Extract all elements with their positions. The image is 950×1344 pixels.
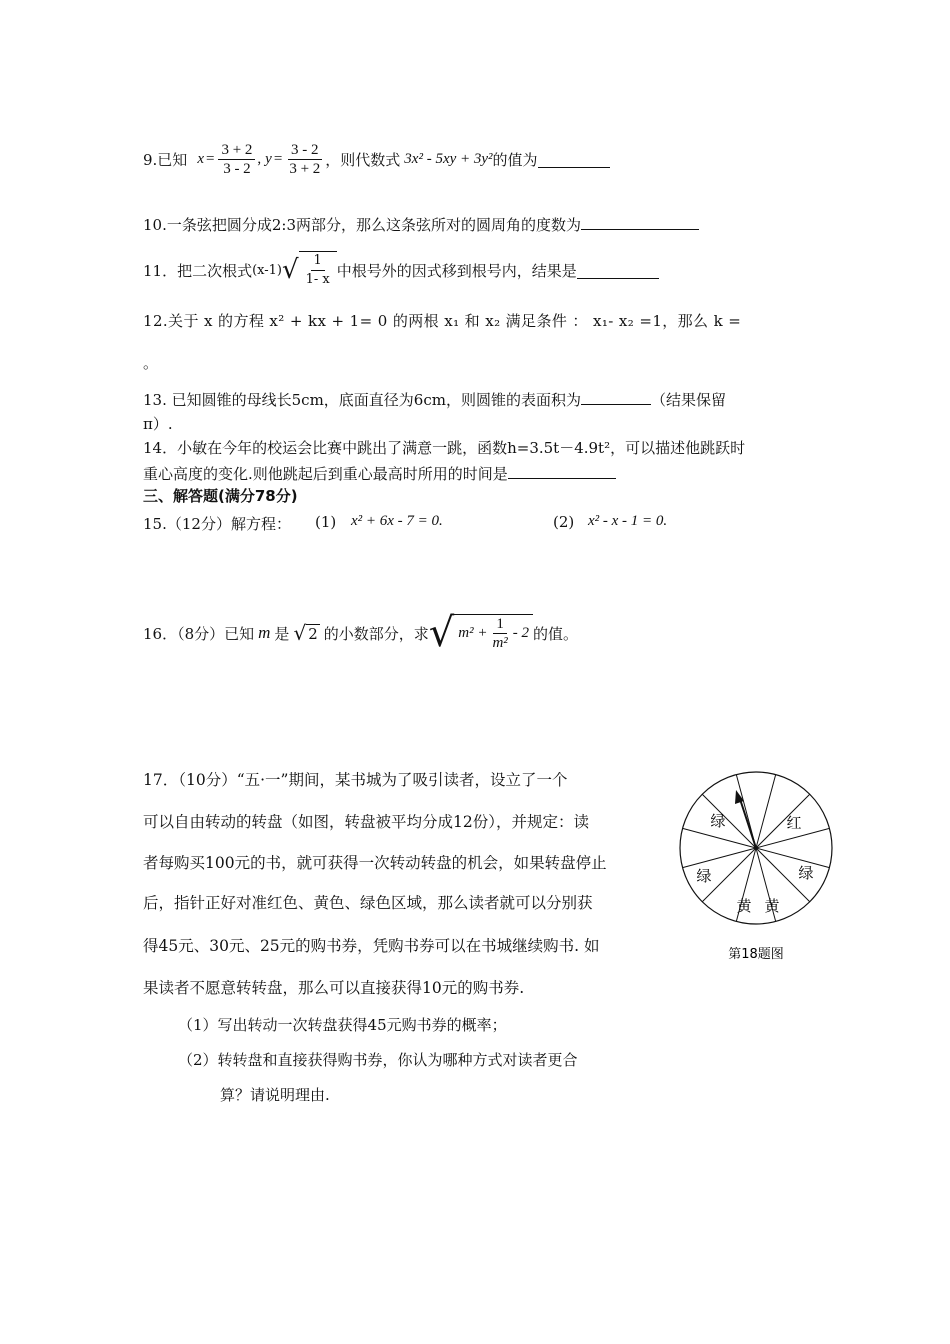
radicand [299, 251, 337, 289]
q17-sub-2-cont-text: 算？请说明理由. [220, 1086, 330, 1104]
q12-line2: 。 [143, 354, 159, 372]
q9-expression: 3x² - 5xy + 3y² [404, 150, 493, 167]
fraction [489, 615, 510, 652]
fraction-numerator: 1 [311, 252, 325, 271]
q11-prefix: 11．把二次根式 [143, 261, 253, 280]
sector-label: 绿 [696, 867, 712, 885]
fraction-numerator: 3 + 2 [218, 141, 255, 160]
question-13-line2 [143, 413, 173, 434]
q16-expr-b: - 2 [512, 625, 530, 641]
question-14-line2 [143, 462, 616, 484]
var-x: x [197, 150, 204, 167]
radical-sign: √ [428, 610, 455, 656]
q15-part2-label: (2) [553, 513, 575, 531]
q17-line-text: 可以自由转动的转盘（如图，转盘被平均分成12份），并规定：读 [143, 813, 589, 831]
sector-label: 红 [786, 814, 802, 832]
q17-line [143, 851, 607, 873]
section-title [143, 485, 298, 506]
answer-blank [581, 388, 651, 405]
q17-sub-1 [178, 1014, 507, 1035]
q17-sub-1-text: （1）写出转动一次转盘获得45元购书券的概率； [178, 1016, 507, 1034]
q17-sub-2 [178, 1049, 578, 1070]
spinner-wheel [680, 772, 832, 924]
q9-mid: ，则代数式 [325, 150, 401, 169]
question-11 [143, 248, 659, 292]
spinner-figure [670, 766, 842, 966]
q15-part1-label: (1) [315, 513, 337, 531]
q14-line2: 重心高度的变化.则他跳起后到重心最高时所用的时间是 [143, 465, 508, 483]
q10-text: 10.一条弦把圆分成2:3两部分，那么这条弦所对的圆周角的度数为 [143, 216, 581, 234]
section-3-title: 三、解答题(满分78分) [143, 487, 298, 505]
q17-line-text: 17．（10分）“五·一”期间，某书城为了吸引读者，设立了一个 [143, 771, 568, 789]
comma: , [257, 150, 262, 167]
sector-label: 绿 [710, 812, 726, 830]
question-15 [143, 513, 703, 539]
q17-line [143, 768, 567, 790]
q17-line-text: 果读者不愿意转转盘，那么可以直接获得10元的购书券. [143, 979, 525, 997]
sector-label: 绿 [798, 864, 814, 882]
var-m: m [258, 623, 271, 642]
fraction-denominator: 3 + 2 [289, 160, 321, 177]
figure-caption: 第18题图 [728, 947, 784, 962]
question-16 [143, 604, 578, 662]
sector-divider [683, 828, 756, 848]
sqrt-2: 2 [308, 624, 318, 643]
q17-line-text: 得45元、30元、25元的购书券，凭购书券可以在书城继续购书. 如 [143, 937, 600, 955]
q16-suffix: 的值。 [533, 624, 579, 643]
sector-divider [756, 794, 810, 848]
q13-line1b: （结果保留 [650, 391, 726, 409]
radicand [454, 614, 533, 652]
q13-line2: π）. [143, 415, 173, 433]
answer-blank [581, 213, 699, 230]
sector-divider [756, 848, 829, 868]
question-14-line1 [143, 437, 745, 458]
sector-label: 黄 [736, 897, 752, 915]
q17-line-text: 者每购买100元的书，就可获得一次转动转盘的机会，如果转盘停止 [143, 854, 607, 872]
answer-blank [508, 462, 616, 479]
q17-line [143, 934, 600, 956]
question-10 [143, 213, 699, 235]
q16-expr-a: m² + [458, 625, 488, 641]
fraction-denominator: 1- x [305, 272, 330, 287]
q16-mid: 的小数部分，求 [323, 624, 429, 643]
q16-is: 是 [274, 624, 290, 643]
question-12-line2 [143, 352, 158, 373]
q15-equation-2: x² - x - 1 = 0. [588, 513, 668, 529]
q12-line1: 12.关于 x 的方程 x² + kx + 1= 0 的两根 x₁ 和 x₂ 满足条件 ： x₁- x₂ =1，那么 k = [143, 312, 742, 330]
radical-sign: √ [282, 255, 299, 285]
fraction-numerator: 3 - 2 [288, 141, 322, 160]
sector-divider [756, 775, 776, 848]
sector-label: 黄 [764, 897, 780, 915]
question-12-line1 [143, 310, 741, 331]
fraction-denominator: 3 - 2 [223, 160, 251, 177]
fraction [303, 252, 333, 289]
answer-blank [538, 151, 610, 168]
q15-prefix: 15.（12分）解方程： [143, 515, 291, 533]
q17-line-text: 后，指针正好对准红色、黄色、绿色区域，那么读者就可以分别获 [143, 894, 593, 912]
q16-prefix: 16．（8分）已知 [143, 624, 255, 643]
q15-equation-1: x² + 6x - 7 = 0. [351, 513, 443, 529]
q17-sub-2-text: （2）转转盘和直接获得购书券，你认为哪种方式对读者更合 [178, 1051, 578, 1069]
equals-sign: = [273, 150, 283, 167]
equals-sign: = [205, 150, 215, 167]
q9-suffix: 的值为 [492, 150, 538, 169]
answer-blank [577, 262, 659, 279]
q14-line1: 14．小敏在今年的校运会比赛中跳出了满意一跳，函数h=3.5t－4.9t²，可以描述他跳跃时 [143, 439, 746, 457]
question-9 [143, 134, 610, 184]
q17-sub-2-cont [220, 1084, 330, 1105]
fraction-y [286, 141, 323, 178]
question-13-line1 [143, 388, 726, 410]
q9-prefix: 9.已知 [143, 150, 188, 169]
q17-line [143, 976, 524, 998]
q17-line [143, 810, 589, 832]
fraction-x [218, 141, 255, 178]
q11-suffix: 中根号外的因式移到根号内，结果是 [336, 261, 577, 280]
q11-factor: (x-1) [252, 262, 283, 278]
fraction-numerator: 1 [493, 615, 507, 634]
q17-line [143, 891, 593, 913]
radical-sign: √ [293, 621, 307, 645]
fraction-denominator: m² [492, 635, 508, 651]
sector-divider [683, 848, 756, 868]
q13-line1a: 13. 已知圆锥的母线长5cm，底面直径为6cm，则圆锥的表面积为 [143, 391, 581, 409]
var-y: y [265, 150, 272, 167]
